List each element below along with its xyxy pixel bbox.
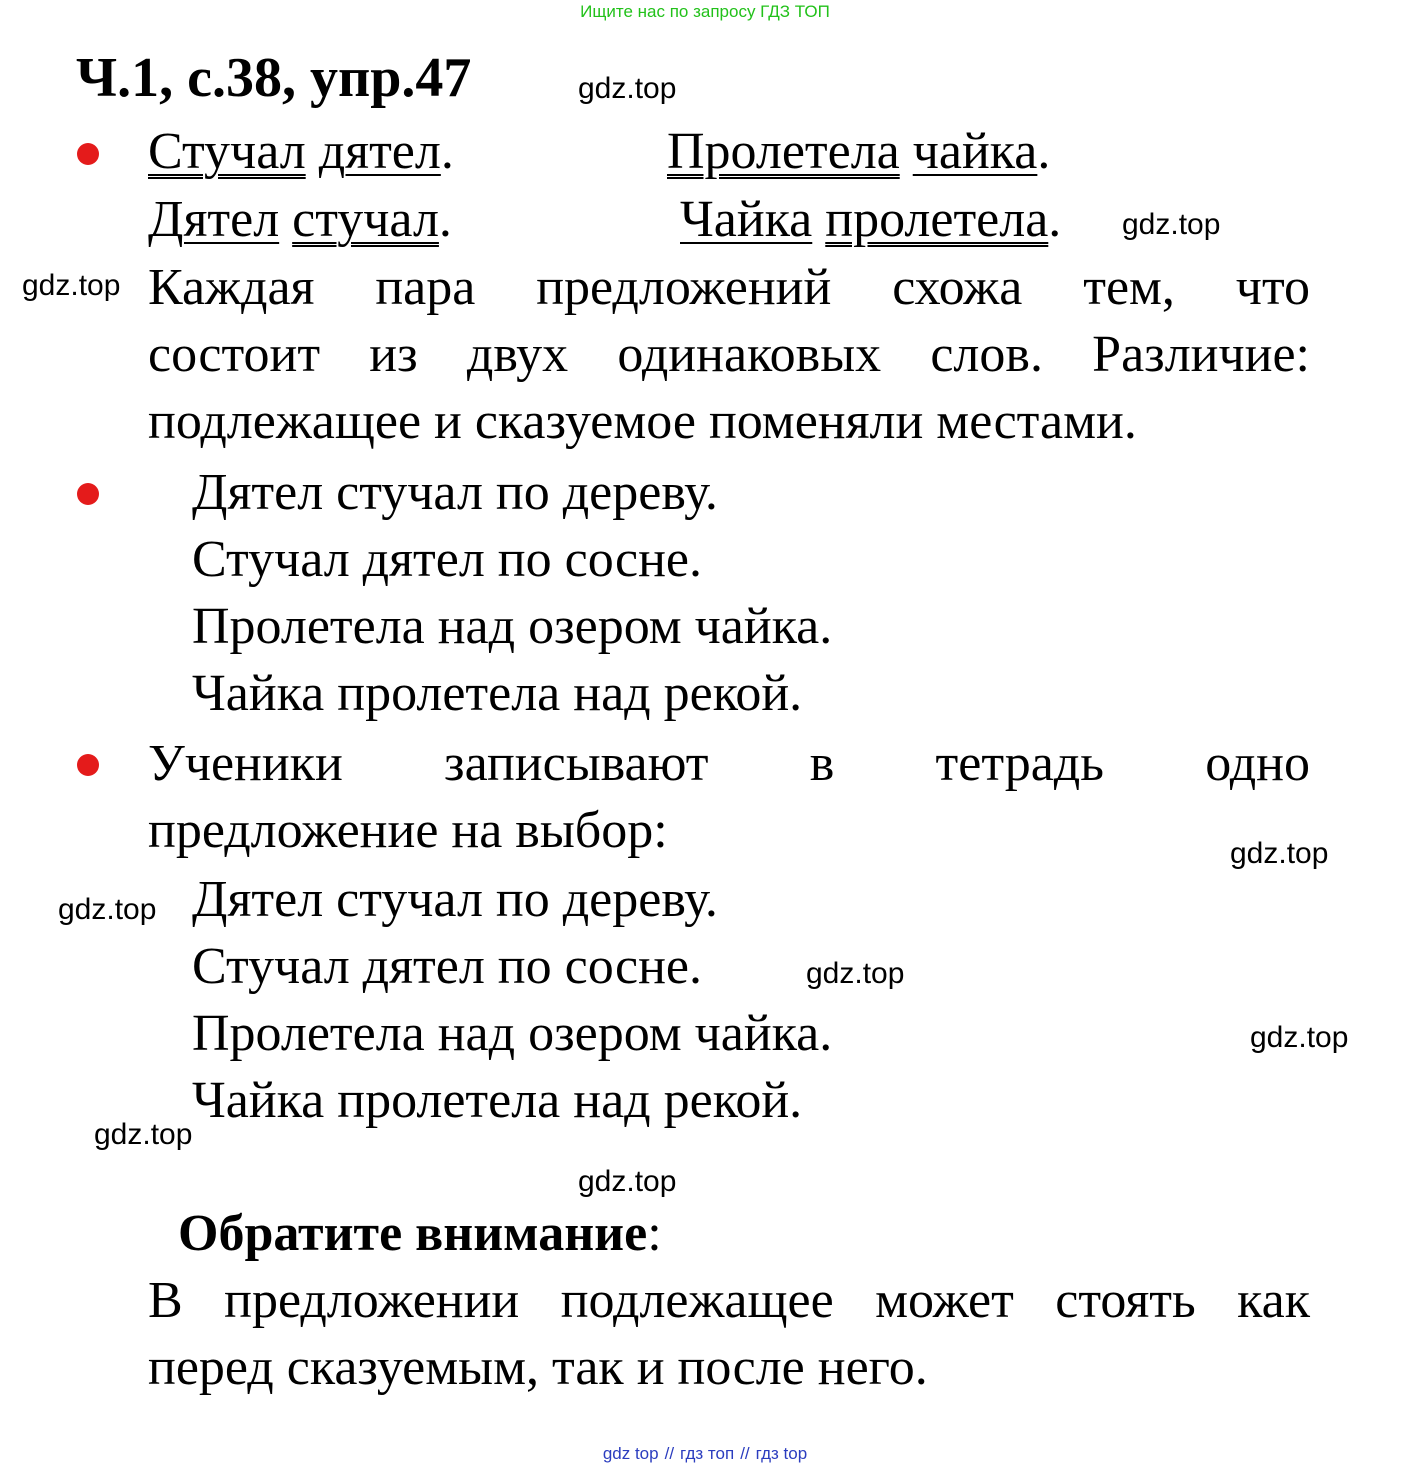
paragraph-line: подлежащее и сказуемое поменяли местами. xyxy=(148,393,1137,450)
example-sentence: Дятел стучал по дереву. xyxy=(192,871,718,928)
note-line: В предложении подлежащее может стоять как xyxy=(148,1272,1310,1329)
subject-word: Чайка xyxy=(680,191,813,248)
watermark: gdz.top xyxy=(578,1165,677,1198)
predicate-word: Пролетела xyxy=(667,123,900,180)
period: . xyxy=(440,123,454,180)
paragraph-line: Каждая пара предложений схожа тем, что xyxy=(148,259,1310,316)
period: . xyxy=(1048,191,1062,248)
example-sentence: Стучал дятел по сосне. xyxy=(192,938,702,995)
watermark: gdz.top xyxy=(806,957,905,990)
predicate-word: пролетела xyxy=(825,191,1049,248)
sentence-row1-left xyxy=(148,122,454,182)
watermark: gdz.top xyxy=(578,72,677,105)
watermark: gdz.top xyxy=(58,893,157,926)
predicate-word: Стучал xyxy=(148,123,306,180)
example-sentence: Чайка пролетела над рекой. xyxy=(192,665,803,722)
example-sentence: Пролетела над озером чайка. xyxy=(192,598,833,655)
example-sentence: Дятел стучал по дереву. xyxy=(192,464,718,521)
example-sentence: Пролетела над озером чайка. xyxy=(192,1005,833,1062)
example-sentence: Чайка пролетела над рекой. xyxy=(192,1072,803,1129)
example-sentence: Стучал дятел по сосне. xyxy=(192,531,702,588)
note-heading xyxy=(178,1204,662,1264)
watermark: gdz.top xyxy=(22,269,121,302)
top-search-hint[interactable]: Ищите нас по запросу ГДЗ ТОП xyxy=(580,2,830,21)
page-title: Ч.1, с.38, упр.47 xyxy=(76,47,472,109)
note-heading-colon: : xyxy=(647,1205,662,1262)
subject-word: Дятел xyxy=(148,191,280,248)
link-gdz-top-mixed[interactable]: гдз top xyxy=(755,1444,808,1463)
period: . xyxy=(438,191,452,248)
sentence-row2-right xyxy=(680,190,1061,250)
bullet-icon xyxy=(77,754,99,776)
watermark: gdz.top xyxy=(1250,1021,1349,1054)
link-gdz-top[interactable]: gdz top xyxy=(602,1444,659,1463)
sentence-row2-left xyxy=(148,190,452,250)
instruction-line: предложение на выбор: xyxy=(148,802,668,859)
instruction-line: Ученики записывают в тетрадь одно xyxy=(148,735,1310,792)
link-separator: // xyxy=(664,1444,675,1463)
bullet-icon xyxy=(77,143,99,165)
period: . xyxy=(1037,123,1051,180)
note-heading-text: Обратите внимание xyxy=(178,1205,648,1262)
link-separator: // xyxy=(740,1444,750,1463)
link-gdz-top-ru[interactable]: гдз топ xyxy=(680,1444,735,1463)
note-line: перед сказуемым, так и после него. xyxy=(148,1339,928,1396)
watermark: gdz.top xyxy=(1122,208,1221,241)
predicate-word: стучал xyxy=(292,191,439,248)
bullet-icon xyxy=(77,483,99,505)
subject-word: чайка xyxy=(912,123,1038,180)
bottom-links xyxy=(0,1444,1410,1464)
sentence-row1-right xyxy=(667,122,1050,182)
watermark: gdz.top xyxy=(94,1118,193,1151)
watermark: gdz.top xyxy=(1230,837,1329,870)
subject-word: дятел xyxy=(318,123,441,180)
paragraph-line: состоит из двух одинаковых слов. Различие: xyxy=(148,326,1310,383)
